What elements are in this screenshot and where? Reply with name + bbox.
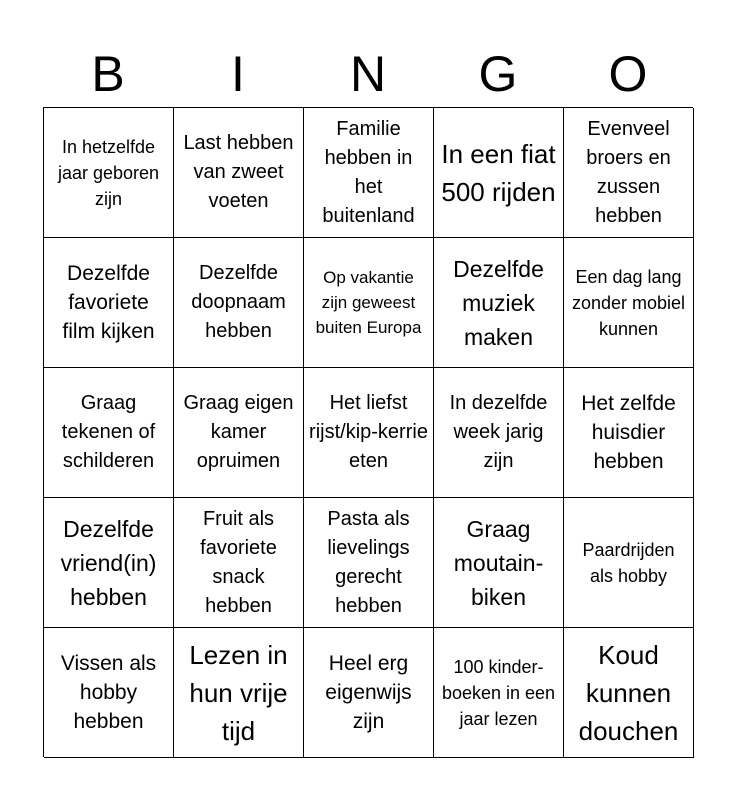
bingo-cell[interactable] [44,498,174,628]
cell-text: Lezen in hun vrije tijd [189,639,288,746]
bingo-cell[interactable] [564,628,694,758]
cell-text: Op vakantie zijn geweest buiten Europa [315,268,422,337]
cell-text: Graag tekenen of schilderen [61,392,156,472]
cell-text: Familie hebben in het buitenland [322,117,415,227]
bingo-cell[interactable] [304,628,434,758]
cell-text: Graag moutain-biken [453,515,544,610]
cell-text: Heel erg eigenwijs zijn [325,652,412,733]
header-letter-g: G [478,46,518,102]
bingo-header [43,38,693,110]
cell-text: Een dag lang zonder mobiel kunnen [571,266,686,339]
cell-text: Dezelfde doopnaam hebben [191,262,286,342]
cell-text: Dezelfde favoriete film kijken [62,262,155,343]
cell-text: Vissen als hobby hebben [60,652,157,733]
bingo-cell[interactable] [434,238,564,368]
cell-text: Dezelfde vriend(in) hebben [60,515,157,610]
cell-text: Het liefst rijst/kip-kerrie eten [309,392,428,472]
bingo-cell[interactable] [44,368,174,498]
cell-text: Pasta als lievelings gerecht hebben [327,507,410,617]
header-letter-i: I [231,46,245,102]
cell-text: Evenveel broers en zussen hebben [586,117,671,227]
cell-text: Fruit als favoriete snack hebben [200,507,277,617]
cell-text: Het zelfde huisdier hebben [581,392,676,473]
cell-text: In dezelfde week jarig zijn [449,392,548,472]
header-letter-n: N [349,46,387,102]
bingo-cell[interactable] [174,238,304,368]
bingo-cell[interactable] [174,498,304,628]
bingo-cell[interactable] [304,238,434,368]
bingo-cell[interactable] [174,628,304,758]
cell-text: Dezelfde muziek maken [453,255,544,350]
cell-text: 100 kinder-boeken in een jaar lezen [441,656,556,729]
cell-text: In hetzelfde jaar geboren zijn [57,136,160,209]
bingo-cell[interactable] [174,108,304,238]
bingo-cell[interactable] [434,368,564,498]
bingo-cell[interactable] [434,498,564,628]
bingo-card-grid [43,107,693,757]
bingo-cell[interactable] [174,368,304,498]
bingo-cell[interactable] [564,238,694,368]
cell-text: In een fiat 500 rijden [441,138,556,207]
header-letter-o: O [608,46,648,102]
bingo-cell[interactable] [304,108,434,238]
bingo-cell[interactable] [434,108,564,238]
bingo-cell[interactable] [434,628,564,758]
bingo-cell[interactable] [44,628,174,758]
bingo-cell[interactable] [44,238,174,368]
bingo-cell[interactable] [564,368,694,498]
bingo-cell[interactable] [44,108,174,238]
bingo-cell[interactable] [304,368,434,498]
header-letter-b: B [91,46,125,102]
cell-text: Paardrijden als hobby [582,539,675,586]
bingo-cell[interactable] [564,498,694,628]
bingo-cell[interactable] [564,108,694,238]
cell-text: Last hebben van zweet voeten [183,132,294,212]
cell-text: Koud kunnen douchen [578,639,679,746]
cell-text: Graag eigen kamer opruimen [183,392,294,472]
bingo-cell[interactable] [304,498,434,628]
